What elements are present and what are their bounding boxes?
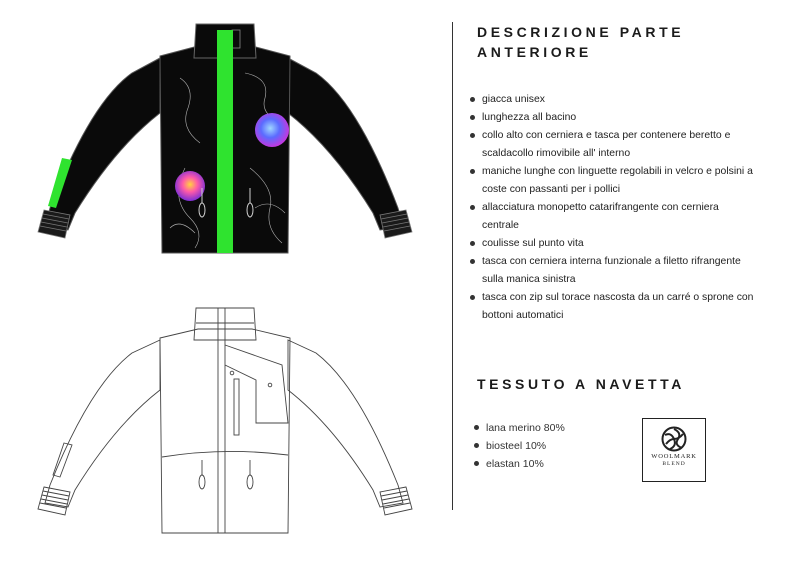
flat-left-cuff: [38, 487, 70, 515]
vertical-divider: [452, 22, 453, 510]
skull-graphic-right: [255, 113, 289, 147]
flat-right-sleeve: [288, 340, 403, 507]
feature-item: maniche lunghe con linguette regolabili in velcro e polsini a coste con passanti per i pollici: [468, 163, 758, 199]
feature-item: lunghezza all bacino: [468, 109, 758, 127]
logo-sub-text: BLEND: [662, 461, 686, 467]
woolmark-blend-logo: [642, 418, 706, 482]
jacket-front-flat-drawing: [20, 305, 430, 550]
logo-brand-text: WOOLMARK: [651, 453, 697, 460]
feature-item: collo alto con cerniera e tasca per contenere beretto e scaldacollo rimovibile all' interno: [468, 127, 758, 163]
left-cuff: [38, 210, 70, 238]
reflective-zip-stripe: [217, 30, 233, 253]
fabric-item: biosteel 10%: [472, 437, 565, 455]
fabric-composition-list: [472, 419, 565, 473]
jacket-front-colored-illustration: [20, 18, 430, 268]
fabric-item: elastan 10%: [472, 455, 565, 473]
feature-item: tasca con zip sul torace nascosta da un carré o sprone con bottoni automatici: [468, 289, 758, 325]
right-cuff: [380, 210, 412, 238]
skull-graphic-left: [175, 171, 205, 201]
left-sleeve: [45, 58, 160, 230]
flat-left-sleeve: [45, 340, 160, 507]
front-features-list: [468, 91, 758, 325]
fabric-heading: TESSUTO A NAVETTA: [477, 376, 685, 392]
front-description-heading: DESCRIZIONE PARTE ANTERIORE: [477, 24, 685, 60]
flat-right-cuff: [380, 487, 412, 515]
flat-toggles: [199, 460, 253, 489]
feature-item: coulisse sul punto vita: [468, 235, 758, 253]
feature-item: giacca unisex: [468, 91, 758, 109]
feature-item: tasca con cerniera interna funzionale a filetto rifrangente sulla manica sinistra: [468, 253, 758, 289]
feature-item: allacciatura monopetto catarifrangente con cerniera centrale: [468, 199, 758, 235]
woolmark-swirl-icon: [661, 426, 687, 452]
right-sleeve: [288, 58, 403, 230]
fabric-item: lana merino 80%: [472, 419, 565, 437]
chest-zip-pocket: [234, 379, 239, 435]
